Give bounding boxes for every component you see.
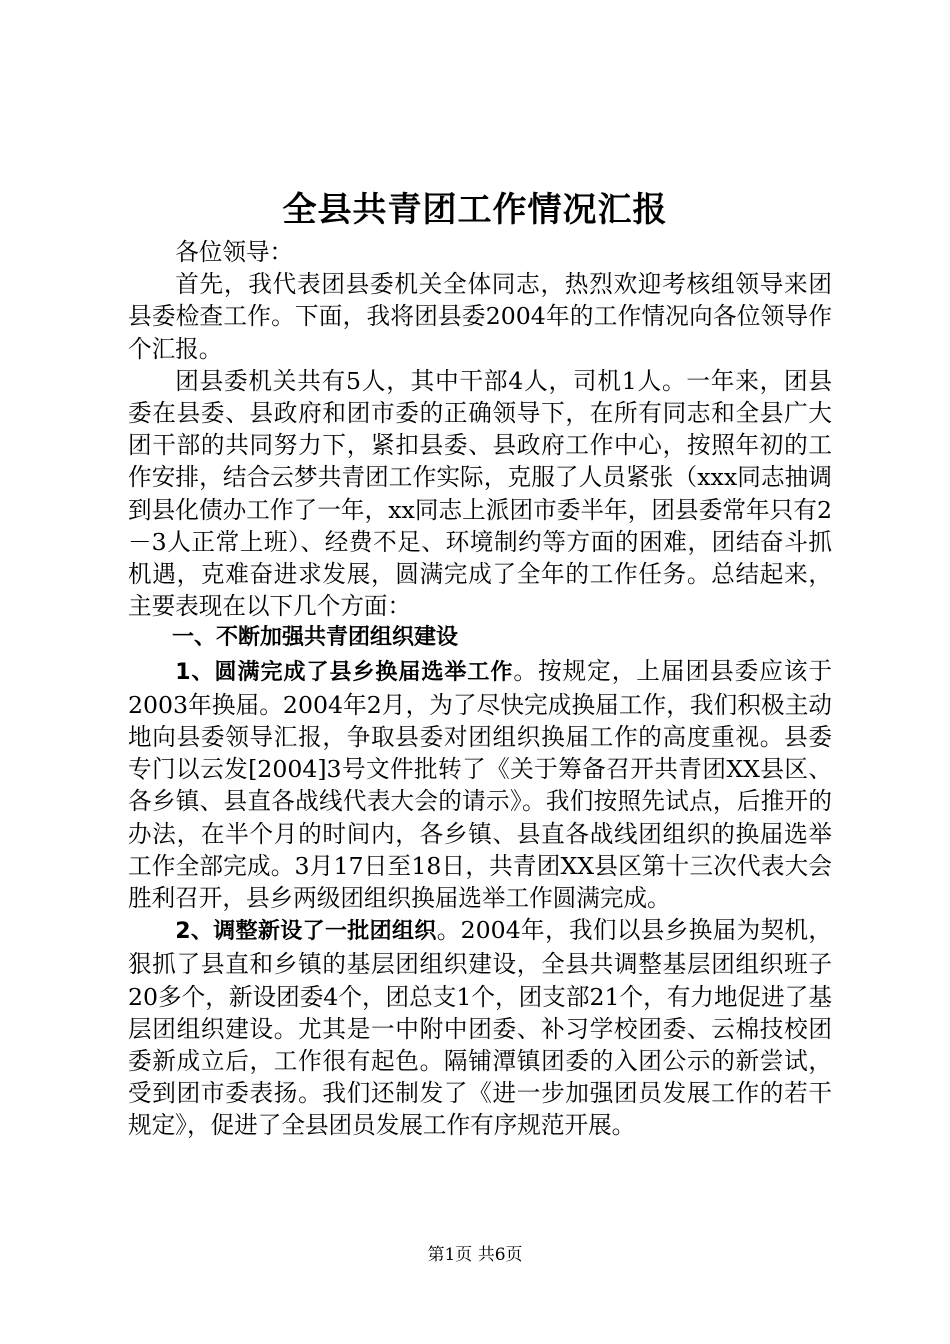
- item-2-lead: 2、调整新设了一批团组织: [175, 919, 437, 945]
- section-item-2: [128, 914, 832, 1141]
- paragraph-overview: 团县委机关共有5人，其中干部4人，司机1人。一年来，团县委在县委、县政府和团市委的正确领导下，在所有同志和全县广大团干部的共同努力下，紧扣县委、县政府工作中心，按照年初的工作安排，结合云梦共青团工作实际，克服了人员紧张（xxx同志抽调到县化债办工作了一年，xx同志上派团市委半年，团县委常年只有2－3人正常上班）、经费不足、环境制约等方面的困难，团结奋斗抓机遇，克难奋进求发展，圆满完成了全年的工作任务。总结起来，主要表现在以下几个方面：: [128, 366, 832, 621]
- item-1-lead: 1、圆满完成了县乡换届选举工作: [175, 659, 514, 685]
- document-body: [128, 236, 832, 1142]
- page-footer: 第1页 共6页: [427, 1245, 523, 1265]
- item-2-text: 。2004年，我们以县乡换届为契机，狠抓了县直和乡镇的基层团组织建设，全县共调整基层团组织班子20多个，新设团委4个，团总支1个，团支部21个，有力地促进了基层团组织建设。尤其是一中附中团委、补习学校团委、云棉技校团委新成立后，工作很有起色。隔铺潭镇团委的入团公示的新尝试，受到团市委表扬。我们还制发了《进一步加强团员发展工作的若干规定》，促进了全县团员发展工作有序规范开展。: [128, 916, 832, 1140]
- paragraph-intro: 首先，我代表团县委机关全体同志，热烈欢迎考核组领导来团县委检查工作。下面，我将团县委2004年的工作情况向各位领导作个汇报。: [128, 270, 832, 363]
- section-item-1: [128, 655, 832, 915]
- section-heading: 一、不断加强共青团组织建设: [172, 625, 459, 651]
- salutation: 各位领导：: [175, 238, 294, 266]
- document-title: 全县共青团工作情况汇报: [282, 190, 668, 230]
- item-1-text: 。按规定，上届团县委应该于2003年换届。2004年2月，为了尽快完成换届工作，我们积极主动地向县委领导汇报，争取县委对团组织换届工作的高度重视。县委专门以云发[2004]3号文件批转了《关于筹备召开共青团XX县区、各乡镇、县直各战线代表大会的请示》。我们按照先试点，后推开的办法，在半个月的时间内，各乡镇、县直各战线团组织的换届选举工作全部完成。3月17日至18日，共青团XX县区第十三次代表大会胜利召开，县乡两级团组织换届选举工作圆满完成。: [128, 656, 832, 913]
